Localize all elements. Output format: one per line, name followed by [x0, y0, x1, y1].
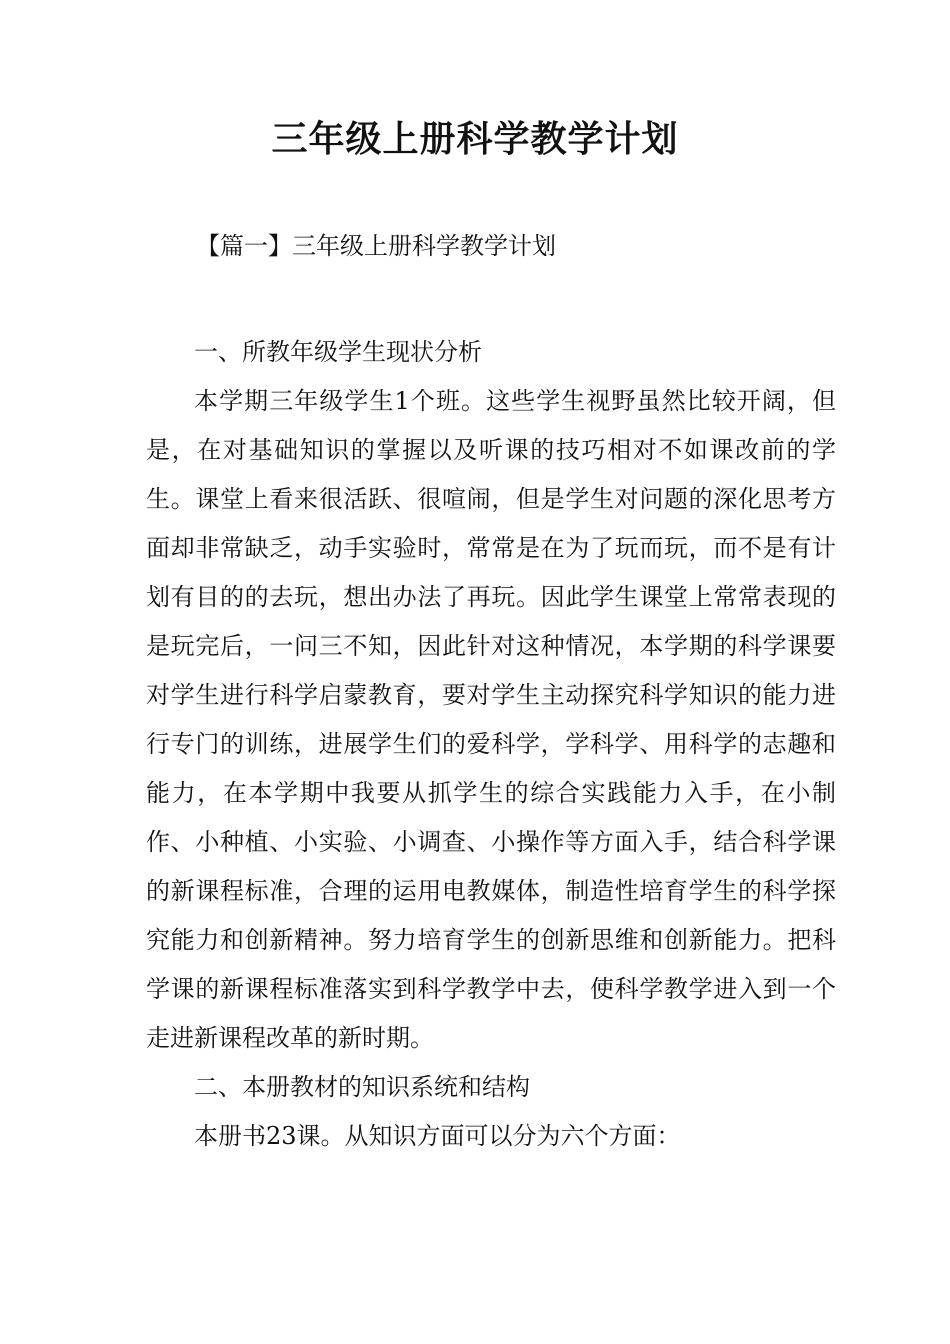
section-heading: 【篇一】三年级上册科学教学计划 [196, 232, 556, 260]
body-text [146, 328, 836, 1161]
document-title: 三年级上册科学教学计划 [271, 118, 679, 160]
heading-student-analysis: 一、所教年级学生现状分析 [194, 338, 482, 366]
paragraph-textbook-structure: 本册书23课。从知识方面可以分为六个方面： [194, 1122, 681, 1150]
heading-textbook-structure: 二、本册教材的知识系统和结构 [194, 1073, 530, 1101]
paragraph-student-analysis: 本学期三年级学生1个班。这些学生视野虽然比较开阔，但是，在对基础知识的掌握以及听课的技巧相对不如课改前的学生。课堂上看来很活跃、很喧闹，但是学生对问题的深化思考方面却非常缺乏，动手实验时，常常是在为了玩而玩，而不是有计划有目的的去玩，想出办法了再玩。因此学生课堂上常常表现的是玩完后，一问三不知，因此针对这种情况，本学期的科学课要对学生进行科学启蒙教育，要对学生主动探究科学知识的能力进行专门的训练，进展学生们的爱科学，学科学、用科学的志趣和能力，在本学期中我要从抓学生的综合实践能力入手，在小制作、小种植、小实验、小调查、小操作等方面入手，结合科学课的新课程标准，合理的运用电教媒体，制造性培育学生的科学探究能力和创新精神。努力培育学生的创新思维和创新能力。把科学课的新课程标准落实到科学教学中去，使科学教学进入到一个走进新课程改革的新时期。 [146, 387, 836, 1052]
